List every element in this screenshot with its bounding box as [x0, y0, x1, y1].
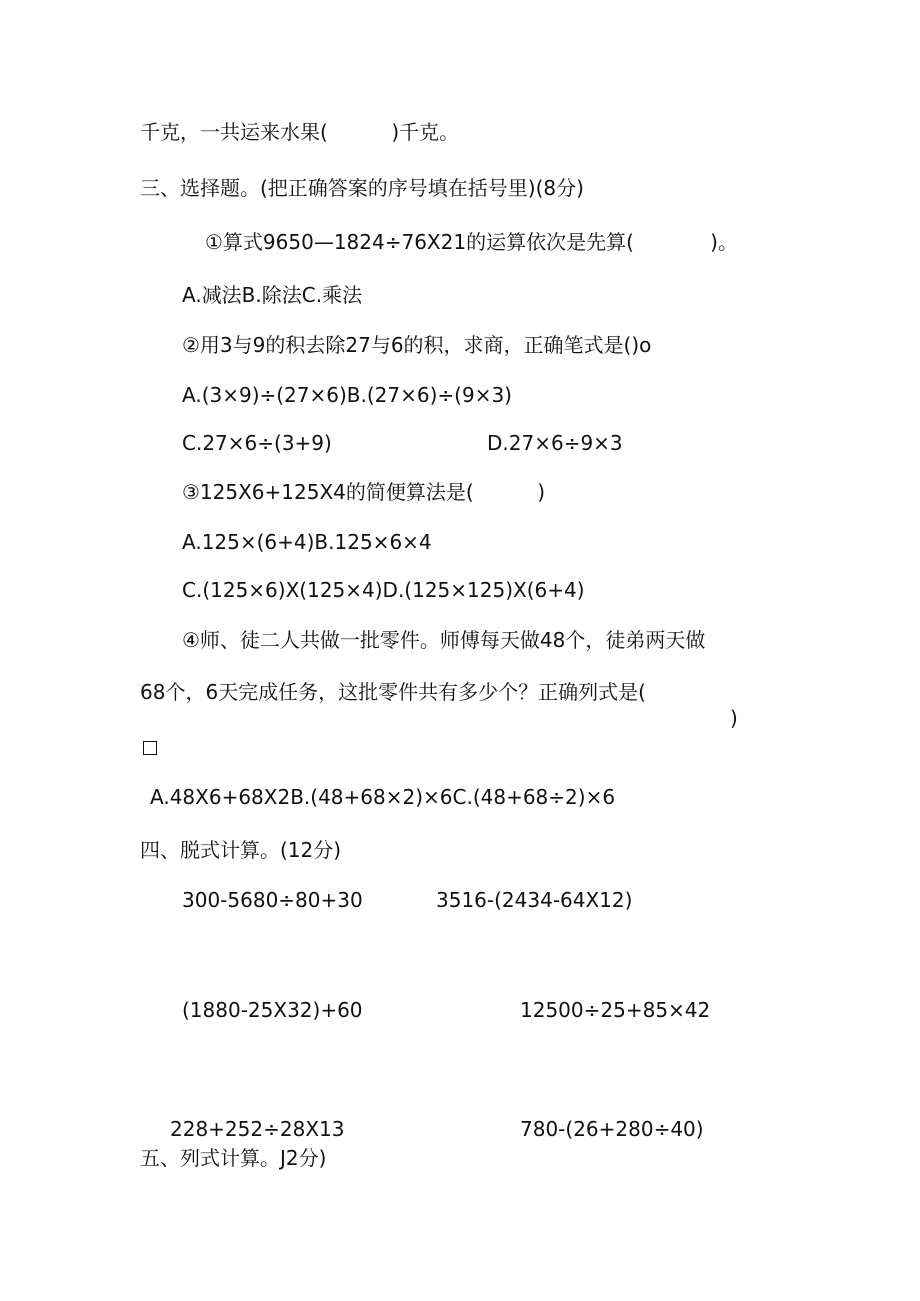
question-2-options-ab: A.(3×9)÷(27×6)B.(27×6)÷(9×3): [182, 383, 512, 407]
question-1-options: A.减法B.除法C.乘法: [182, 283, 363, 307]
calc-3: (1880-25X32)+60: [182, 998, 363, 1022]
question-2-option-d: D.27×6÷9×3: [487, 431, 623, 455]
calc-4: 12500÷25+85×42: [520, 998, 711, 1022]
calc-6: 780-(26+280÷40): [520, 1117, 704, 1141]
checkbox-square-icon: [143, 741, 157, 755]
calc-1: 300-5680÷80+30: [182, 888, 363, 912]
question-3-options-ab: A.125×(6+4)B.125×6×4: [182, 530, 432, 554]
section-five-heading: 五、列式计算。J2分): [140, 1146, 327, 1170]
question-2-option-c: C.27×6÷(3+9): [182, 431, 332, 455]
question-3: ③125X6+125X4的简便算法是( ): [182, 480, 546, 504]
section-three-heading: 三、选择题。(把正确答案的序号填在括号里)(8分): [140, 176, 584, 200]
calc-2: 3516-(2434-64X12): [436, 888, 633, 912]
question-4-options: A.48X6+68X2B.(48+68×2)×6C.(48+68÷2)×6: [150, 785, 616, 809]
section-four-heading: 四、脱式计算。(12分): [140, 838, 342, 862]
question-4-line-1: ④师、徒二人共做一批零件。师傅每天做48个，徒弟两天做: [182, 628, 706, 652]
text-line-1: 千克，一共运来水果( )千克。: [140, 120, 460, 144]
calc-5: 228+252÷28X13: [170, 1117, 345, 1141]
question-2: ②用3与9的积去除27与6的积，求商，正确笔式是()o: [182, 333, 652, 357]
question-3-options-cd: C.(125×6)X(125×4)D.(125×125)X(6+4): [182, 578, 585, 602]
question-1: ①算式9650—1824÷76X21的运算依次是先算( )。: [205, 230, 738, 254]
question-4-line-2: 68个，6天完成任务，这批零件共有多少个？正确列式是(: [140, 680, 646, 704]
question-4-paren-close: ): [730, 706, 738, 730]
